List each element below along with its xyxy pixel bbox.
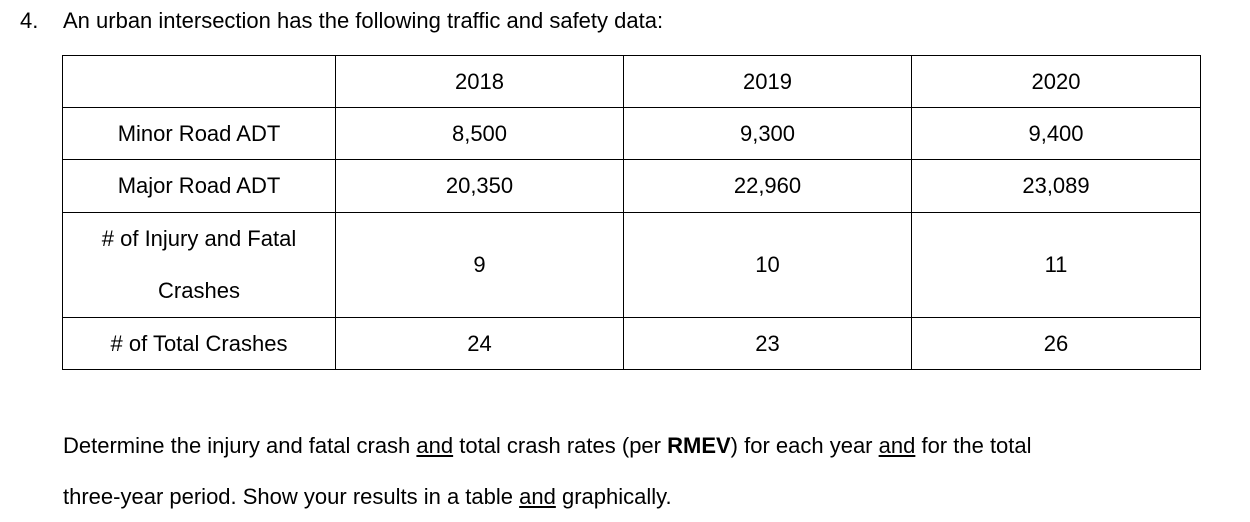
text-run: for the total (915, 433, 1032, 458)
table-cell: 10 (624, 213, 912, 318)
table-cell: 22,960 (624, 160, 912, 213)
instructions-line-1 (63, 420, 1032, 471)
table-cell: 26 (912, 318, 1201, 370)
row-label: Major Road ADT (63, 160, 336, 213)
text-run: ) for each year (730, 433, 879, 458)
table-cell: 20,350 (336, 160, 624, 213)
question-line (20, 6, 663, 36)
text-run: Determine the injury and fatal crash (63, 433, 417, 458)
bold-term: RMEV (667, 433, 731, 458)
year-header-2019: 2019 (624, 56, 912, 108)
question-text: An urban intersection has the following traffic and safety data: (63, 8, 664, 33)
table-row-injury-fatal-crashes (63, 213, 1201, 318)
underlined-word: and (519, 484, 556, 509)
instructions-line-2 (63, 471, 1032, 522)
table-cell: 9,300 (624, 108, 912, 160)
text-run: three-year period. Show your results in a table (63, 484, 520, 509)
table-cell: 8,500 (336, 108, 624, 160)
row-label: # of Total Crashes (63, 318, 336, 370)
table-cell: 9,400 (912, 108, 1201, 160)
row-label (63, 213, 336, 318)
instructions-paragraph (63, 420, 1032, 522)
table-corner-cell (63, 56, 336, 108)
row-label: Minor Road ADT (63, 108, 336, 160)
table-row-total-crashes (63, 318, 1201, 370)
question-number: 4. (20, 8, 39, 33)
table-header-row (63, 56, 1201, 108)
text-run: graphically. (555, 484, 672, 509)
table-row-minor-road-adt (63, 108, 1201, 160)
text-run: total crash rates (per (453, 433, 668, 458)
table-cell: 23,089 (912, 160, 1201, 213)
table-row-major-road-adt (63, 160, 1201, 213)
year-header-2018: 2018 (336, 56, 624, 108)
underlined-word: and (416, 433, 454, 458)
year-header-2020: 2020 (912, 56, 1201, 108)
row-label-line-1: # of Injury and Fatal (101, 226, 297, 251)
row-label-line-2: Crashes (158, 278, 240, 303)
table-cell: 11 (912, 213, 1201, 318)
data-table (62, 55, 1201, 370)
table-cell: 24 (336, 318, 624, 370)
underlined-word: and (878, 433, 916, 458)
table-cell: 23 (624, 318, 912, 370)
table-cell: 9 (336, 213, 624, 318)
